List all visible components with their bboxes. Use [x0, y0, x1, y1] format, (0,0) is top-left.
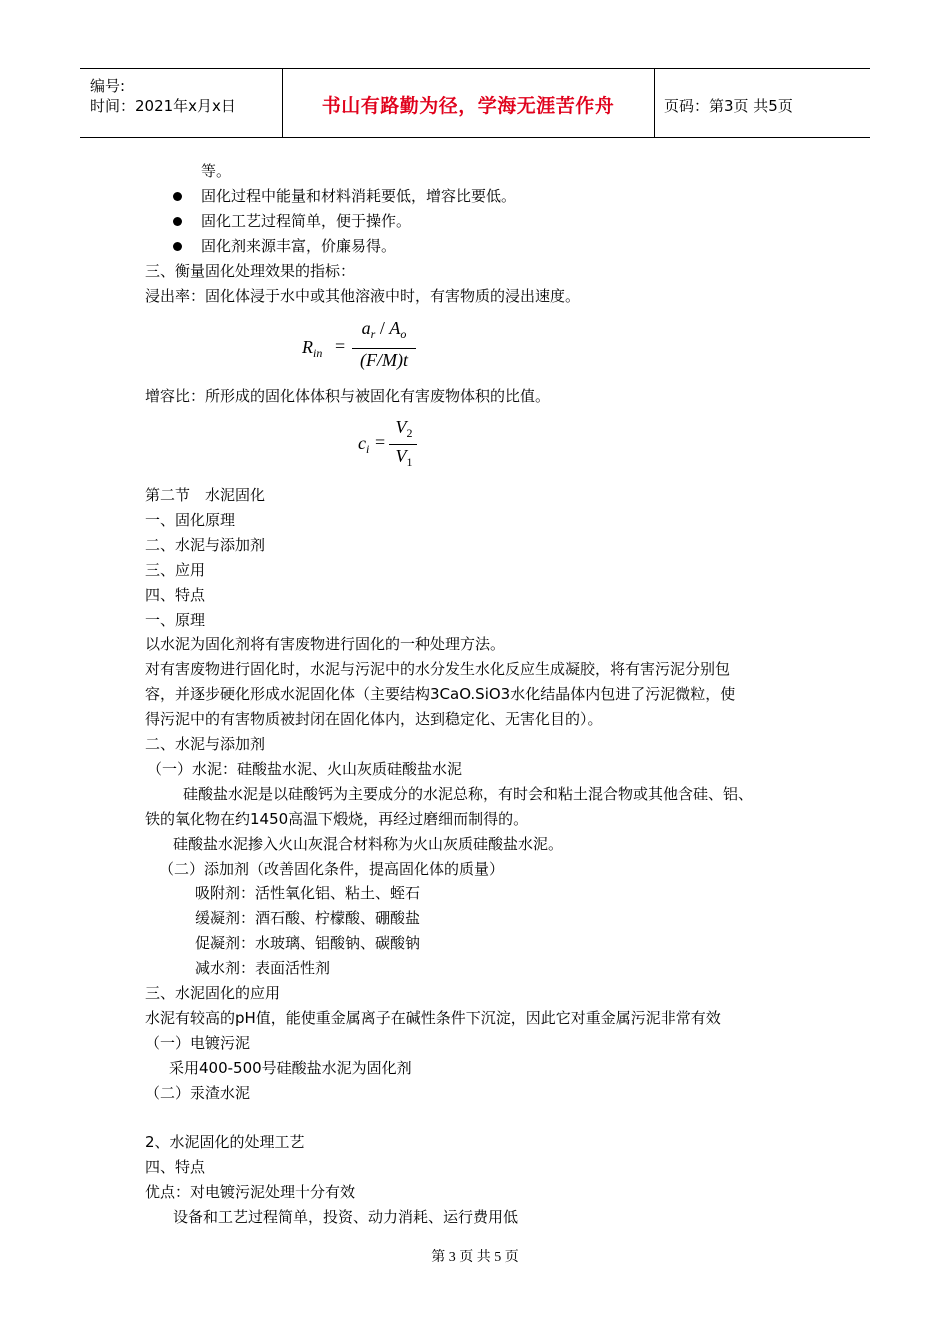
paragraph-line: 铁的氧化物在约1450高温下煅烧，再经过磨细而制得的。: [145, 810, 529, 828]
subsection-heading: （一）电镀污泥: [145, 1034, 251, 1052]
formula-equals: =: [375, 432, 386, 452]
formula-lhs: $c_i$: [358, 433, 370, 456]
list-item: 减水剂：表面活性剂: [195, 959, 331, 977]
section-heading: 二、水泥与添加剂: [145, 735, 266, 753]
formula-equals: =: [335, 336, 346, 356]
formula-numerator: $a_r / A_o$: [361, 318, 407, 341]
formula-numerator: $V_2$: [395, 417, 413, 440]
formula-denominator: $V_1$: [395, 446, 413, 469]
outline-item: 四、特点: [145, 586, 206, 604]
header-right-cell: [654, 69, 870, 137]
header-motto-cell: [282, 69, 655, 137]
bullet-item: 固化剂来源丰富，价廉易得。: [201, 237, 397, 255]
paragraph-line: 设备和工艺过程简单，投资、动力消耗、运行费用低: [173, 1208, 519, 1226]
bullet-icon: [173, 192, 182, 201]
paragraph-line: 容，并逐步硬化形成水泥固化体（主要结构3CaO.SiO3水化结晶体内包进了污泥微粒，使: [145, 685, 736, 703]
paragraph-line: 水泥有较高的pH值，能使重金属离子在碱性条件下沉淀，因此它对重金属污泥非常有效: [145, 1009, 721, 1027]
paragraph-line: 等。: [201, 162, 232, 180]
fraction-bar: [389, 444, 417, 445]
document-number-label: 编号:: [90, 77, 126, 95]
outline-item: 一、固化原理: [145, 511, 236, 529]
page-indicator: 页码：第3页 共5页: [664, 97, 793, 115]
formula-denominator: (F/M)t: [360, 350, 408, 370]
paragraph-line: 硅酸盐水泥掺入火山灰混合材料称为火山灰质硅酸盐水泥。: [173, 835, 564, 853]
header-left-cell: [80, 69, 283, 137]
paragraph-line: 硅酸盐水泥是以硅酸钙为主要成分的水泥总称，有时会和粘土混合物或其他含硅、铝、: [183, 785, 754, 803]
page-footer: 第 3 页 共 5 页: [431, 1250, 519, 1265]
document-time-label: 时间：2021年x月x日: [90, 97, 236, 115]
header-motto: 书山有路勤为径，学海无涯苦作舟: [321, 95, 615, 117]
section-heading: 一、原理: [145, 611, 206, 629]
section-heading: 第二节 水泥固化: [145, 486, 266, 504]
outline-item: 三、应用: [145, 561, 206, 579]
subsection-heading: （二）添加剂（改善固化条件，提高固化体的质量）: [159, 860, 505, 878]
section-heading: 四、特点: [145, 1158, 206, 1176]
bullet-item: 固化过程中能量和材料消耗要低，增容比要低。: [201, 187, 517, 205]
volume-ratio-formula: [358, 417, 438, 473]
definition-line: 浸出率：固化体浸于水中或其他溶液中时，有害物质的浸出速度。: [145, 287, 581, 305]
section-heading: 2、水泥固化的处理工艺: [145, 1133, 305, 1151]
list-item: 缓凝剂：酒石酸、柠檬酸、硼酸盐: [195, 909, 421, 927]
page-header: [80, 68, 870, 138]
bullet-icon: [173, 242, 182, 251]
outline-item: 二、水泥与添加剂: [145, 536, 266, 554]
bullet-icon: [173, 217, 182, 226]
section-heading: 三、衡量固化处理效果的指标：: [145, 262, 356, 280]
formula-lhs: $R_{in}$: [302, 337, 323, 360]
definition-line: 增容比：所形成的固化体体积与被固化有害废物体积的比值。: [145, 387, 551, 405]
paragraph-line: 优点：对电镀污泥处理十分有效: [145, 1183, 356, 1201]
paragraph-line: 得污泥中的有害物质被封闭在固化体内，达到稳定化、无害化目的）。: [145, 710, 603, 728]
paragraph-line: 采用400-500号硅酸盐水泥为固化剂: [169, 1059, 412, 1077]
section-heading: 三、水泥固化的应用: [145, 984, 281, 1002]
leaching-rate-formula: [302, 318, 422, 379]
subsection-heading: （二）汞渣水泥: [145, 1084, 251, 1102]
paragraph-line: 对有害废物进行固化时，水泥与污泥中的水分发生水化反应生成凝胶，将有害污泥分别包: [145, 660, 731, 678]
paragraph-line: 以水泥为固化剂将有害废物进行固化的一种处理方法。: [145, 635, 506, 653]
fraction-bar: [352, 348, 416, 349]
bullet-item: 固化工艺过程简单，便于操作。: [201, 212, 412, 230]
list-item: 促凝剂：水玻璃、铝酸钠、碳酸钠: [195, 934, 421, 952]
list-item: 吸附剂：活性氧化铝、粘土、蛭石: [195, 884, 421, 902]
subsection-heading: （一）水泥：硅酸盐水泥、火山灰质硅酸盐水泥: [147, 760, 463, 778]
